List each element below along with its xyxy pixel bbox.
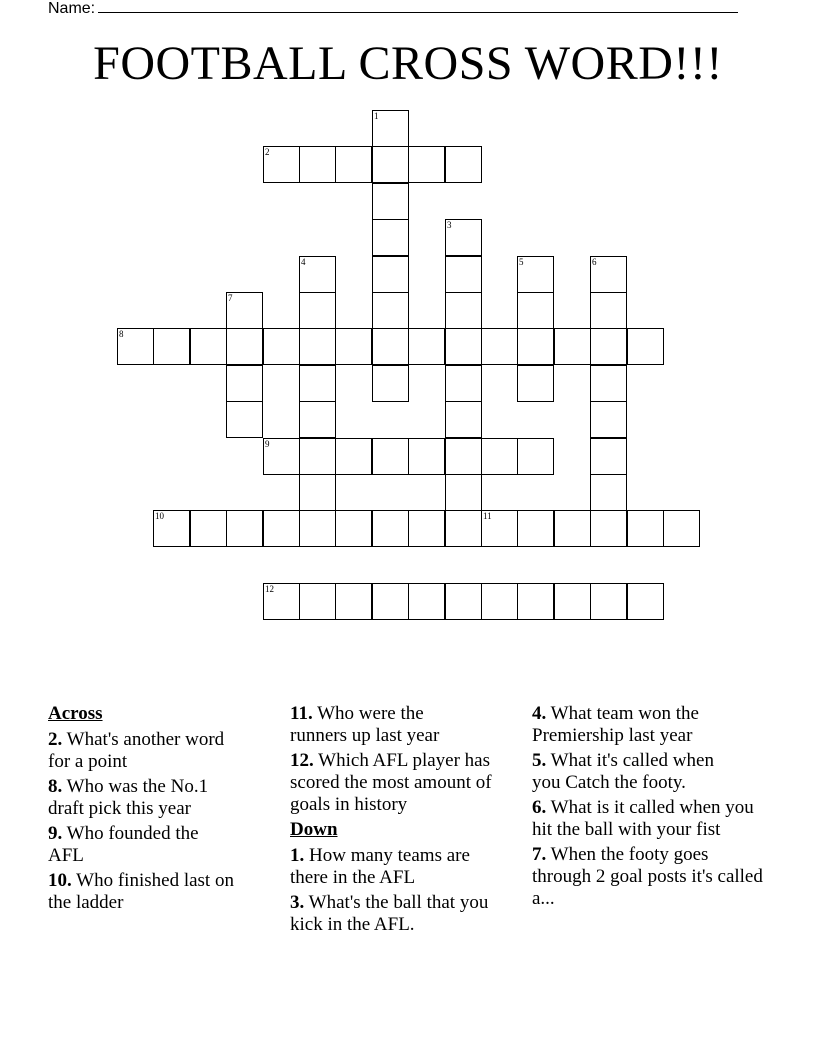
crossword-cell-6[interactable]	[590, 256, 627, 293]
crossword-cell[interactable]	[445, 292, 482, 329]
crossword-cell[interactable]	[372, 438, 409, 475]
clue-number-label: 6	[592, 257, 597, 267]
crossword-cell-11[interactable]	[481, 510, 518, 547]
crossword-cell[interactable]	[299, 438, 336, 475]
clue-number-label: 3	[447, 220, 452, 230]
crossword-cell[interactable]	[408, 438, 445, 475]
clues-column-2	[290, 703, 530, 939]
crossword-cell[interactable]	[190, 510, 227, 547]
crossword-cell[interactable]	[445, 328, 482, 365]
clue-number-label: 7	[228, 293, 233, 303]
crossword-cell[interactable]	[299, 328, 336, 365]
crossword-cell[interactable]	[372, 365, 409, 402]
clue-down-5: 5. What it's called when you Catch the footy.	[532, 750, 714, 793]
clue-down-7: 7. When the footy goes through 2 goal posts it's called a...	[532, 844, 763, 909]
crossword-cell[interactable]	[335, 328, 372, 365]
crossword-cell[interactable]	[590, 510, 627, 547]
crossword-cell[interactable]	[408, 328, 445, 365]
crossword-cell-9[interactable]	[263, 438, 300, 475]
crossword-cell[interactable]	[590, 438, 627, 475]
name-label: Name:	[48, 0, 96, 17]
crossword-cell-3[interactable]	[445, 219, 482, 256]
crossword-cell[interactable]	[335, 583, 372, 620]
crossword-cell[interactable]	[408, 146, 445, 183]
clue-number-label: 9	[265, 439, 270, 449]
crossword-cell[interactable]	[372, 583, 409, 620]
crossword-cell[interactable]	[517, 510, 554, 547]
crossword-cell[interactable]	[226, 401, 263, 438]
clues-column-3	[532, 703, 772, 913]
crossword-cell[interactable]	[299, 292, 336, 329]
crossword-cell[interactable]	[517, 328, 554, 365]
crossword-cell-10[interactable]	[153, 510, 190, 547]
crossword-cell[interactable]	[517, 438, 554, 475]
crossword-cell[interactable]	[627, 510, 664, 547]
crossword-cell[interactable]	[299, 401, 336, 438]
crossword-cell[interactable]	[226, 328, 263, 365]
crossword-cell[interactable]	[590, 474, 627, 511]
clues-column-1	[48, 703, 288, 917]
crossword-cell[interactable]	[627, 583, 664, 620]
crossword-cell[interactable]	[445, 401, 482, 438]
crossword-cell[interactable]	[299, 474, 336, 511]
clue-down-3: 3. What's the ball that you kick in the AFL.	[290, 892, 489, 935]
crossword-cell[interactable]	[481, 583, 518, 620]
crossword-cell-1[interactable]	[372, 110, 409, 147]
clue-across-8: 8. Who was the No.1 draft pick this year	[48, 776, 209, 819]
clue-down-6: 6. What is it called when you hit the ball with your fist	[532, 797, 754, 840]
crossword-cell[interactable]	[372, 219, 409, 256]
crossword-cell[interactable]	[335, 146, 372, 183]
clue-number-label: 12	[265, 584, 274, 594]
crossword-cell[interactable]	[517, 365, 554, 402]
crossword-cell[interactable]	[299, 510, 336, 547]
crossword-cell[interactable]	[372, 183, 409, 220]
crossword-cell[interactable]	[517, 583, 554, 620]
crossword-cell[interactable]	[408, 583, 445, 620]
crossword-cell[interactable]	[445, 146, 482, 183]
clue-number-label: 1	[374, 111, 379, 121]
crossword-cell[interactable]	[263, 328, 300, 365]
clue-number-label: 4	[301, 257, 306, 267]
crossword-cell[interactable]	[445, 583, 482, 620]
crossword-cell[interactable]	[372, 328, 409, 365]
crossword-cell-12[interactable]	[263, 583, 300, 620]
crossword-cell[interactable]	[590, 583, 627, 620]
crossword-cell[interactable]	[554, 510, 591, 547]
clue-number-label: 2	[265, 147, 270, 157]
crossword-cell-5[interactable]	[517, 256, 554, 293]
crossword-cell[interactable]	[299, 583, 336, 620]
clue-across-9: 9. Who founded the AFL	[48, 823, 199, 866]
crossword-cell[interactable]	[299, 146, 336, 183]
crossword-cell[interactable]	[663, 510, 700, 547]
clue-down-1: 1. How many teams are there in the AFL	[290, 845, 470, 888]
across-heading: Across	[48, 703, 103, 724]
clue-number-label: 8	[119, 329, 124, 339]
crossword-cell[interactable]	[590, 365, 627, 402]
crossword-cell[interactable]	[481, 438, 518, 475]
crossword-cell[interactable]	[445, 438, 482, 475]
crossword-cell[interactable]	[226, 510, 263, 547]
crossword-cell[interactable]	[335, 510, 372, 547]
clue-across-2: 2. What's another word for a point	[48, 729, 225, 772]
crossword-cell[interactable]	[481, 328, 518, 365]
crossword-cell[interactable]	[335, 438, 372, 475]
crossword-cell[interactable]	[590, 401, 627, 438]
clue-number-label: 11	[483, 511, 492, 521]
crossword-cell[interactable]	[372, 292, 409, 329]
crossword-cell[interactable]	[445, 365, 482, 402]
crossword-cell[interactable]	[372, 256, 409, 293]
crossword-cell[interactable]	[445, 474, 482, 511]
crossword-cell-2[interactable]	[263, 146, 300, 183]
crossword-cell[interactable]	[263, 510, 300, 547]
crossword-cell-7[interactable]	[226, 292, 263, 329]
crossword-cell[interactable]	[190, 328, 227, 365]
crossword-cell[interactable]	[372, 146, 409, 183]
crossword-cell[interactable]	[517, 292, 554, 329]
clue-across-11: 11. Who were the runners up last year	[290, 703, 440, 746]
crossword-cell[interactable]	[445, 256, 482, 293]
crossword-cell[interactable]	[299, 365, 336, 402]
crossword-cell[interactable]	[372, 510, 409, 547]
crossword-cell[interactable]	[554, 328, 591, 365]
crossword-cell-8[interactable]	[117, 328, 154, 365]
page-title: FOOTBALL CROSS WORD!!!	[93, 37, 723, 90]
crossword-cell[interactable]	[627, 328, 664, 365]
crossword-cell[interactable]	[408, 510, 445, 547]
crossword-cell[interactable]	[590, 292, 627, 329]
crossword-cell[interactable]	[153, 328, 190, 365]
down-heading: Down	[290, 819, 338, 840]
clue-across-12: 12. Which AFL player has scored the most amount of goals in history	[290, 750, 492, 815]
crossword-cell[interactable]	[445, 510, 482, 547]
crossword-cell[interactable]	[590, 328, 627, 365]
clue-number-label: 10	[155, 511, 164, 521]
crossword-cell[interactable]	[226, 365, 263, 402]
clue-number-label: 5	[519, 257, 524, 267]
crossword-cell[interactable]	[554, 583, 591, 620]
clue-down-4: 4. What team won the Premiership last year	[532, 703, 699, 746]
clue-across-10: 10. Who finished last on the ladder	[48, 870, 234, 913]
crossword-cell-4[interactable]	[299, 256, 336, 293]
